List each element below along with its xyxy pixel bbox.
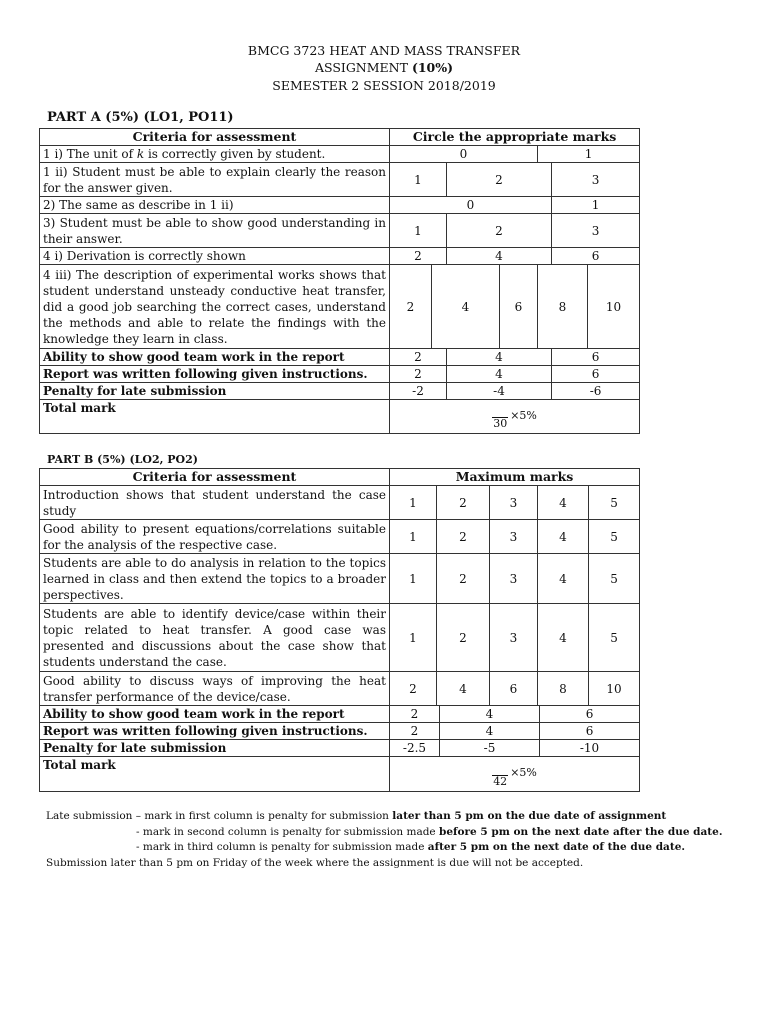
mark-cell[interactable]: 3 <box>490 486 538 520</box>
note-emphasis: before 5 pm on the next date after the due date. <box>438 825 723 838</box>
mark-cell[interactable]: 4 <box>538 604 589 672</box>
criteria-cell: 1 ii) Student must be able to explain clearly the reason for the answer given. <box>40 163 390 197</box>
note-text: - mark in third column is penalty for submission made <box>136 841 428 853</box>
mark-cell[interactable]: 5 <box>589 554 640 604</box>
assignment-label: ASSIGNMENT <box>314 60 408 75</box>
part-a-marks-header: Circle the appropriate marks <box>390 129 640 146</box>
total-denominator: 30 <box>493 417 508 430</box>
mark-cell[interactable]: 6 <box>540 706 640 723</box>
mark-cell[interactable]: 2 <box>390 706 440 723</box>
mark-cell[interactable]: 2 <box>437 604 490 672</box>
mark-cell[interactable]: 6 <box>500 265 538 349</box>
criteria-cell: Penalty for late submission <box>40 740 390 757</box>
mark-cell[interactable]: 3 <box>490 554 538 604</box>
table-row <box>40 366 640 383</box>
table-row <box>40 757 640 792</box>
mark-cell[interactable]: 0 <box>390 197 552 214</box>
mark-cell[interactable]: 5 <box>589 486 640 520</box>
mark-cell[interactable]: 10 <box>589 672 640 706</box>
criteria-cell: Students are able to identify device/case within their topic related to heat transfer. A good case was presented and discussions about the case show that students understand the case. <box>40 604 390 672</box>
part-a-title: PART A (5%) (LO1, PO11) <box>47 110 234 125</box>
part-b-title: PART B (5%) (LO2, PO2) <box>47 453 198 466</box>
mark-cell[interactable]: 2 <box>390 366 447 383</box>
mark-cell[interactable]: -4 <box>447 383 552 400</box>
mark-cell[interactable]: 1 <box>552 197 640 214</box>
criteria-cell: Report was written following given instructions. <box>40 723 390 740</box>
mark-cell[interactable]: 4 <box>437 672 490 706</box>
note-text: - mark in second column is penalty for submission made <box>136 825 439 838</box>
mark-cell[interactable]: 2 <box>437 486 490 520</box>
mark-cell[interactable]: 2 <box>390 349 447 366</box>
mark-cell[interactable]: -6 <box>552 383 640 400</box>
mark-cell[interactable]: 3 <box>552 214 640 248</box>
mark-cell[interactable]: 4 <box>538 520 589 554</box>
mark-cell[interactable]: 2 <box>390 265 432 349</box>
total-mark-cell <box>390 400 640 434</box>
mark-cell[interactable]: 2 <box>437 520 490 554</box>
note-line-2 <box>46 825 746 841</box>
criteria-cell: Introduction shows that student understand the case study <box>40 486 390 520</box>
criteria-cell: Penalty for late submission <box>40 383 390 400</box>
mark-cell[interactable]: 2 <box>437 554 490 604</box>
criteria-cell: 1 i) The unit of k is correctly given by student. <box>40 146 390 163</box>
mark-cell[interactable]: 4 <box>440 706 540 723</box>
note-line-4: Submission later than 5 pm on Friday of the week where the assignment is due will not be accepted. <box>46 856 584 869</box>
mark-cell[interactable]: 8 <box>538 265 588 349</box>
mark-cell[interactable]: 4 <box>432 265 500 349</box>
mark-cell[interactable]: 2 <box>447 163 552 197</box>
mark-cell[interactable]: 1 <box>390 554 437 604</box>
mark-cell[interactable]: 4 <box>538 486 589 520</box>
criteria-cell: 4 i) Derivation is correctly shown <box>40 248 390 265</box>
mark-cell[interactable]: 4 <box>447 248 552 265</box>
table-row <box>40 197 640 214</box>
criteria-cell: Good ability to present equations/correlations suitable for the analysis of the respective case. <box>40 520 390 554</box>
table-row <box>40 740 640 757</box>
table-row <box>40 265 640 349</box>
criteria-cell: Ability to show good team work in the report <box>40 706 390 723</box>
total-weight: ×5% <box>510 766 537 779</box>
mark-cell[interactable]: 4 <box>440 723 540 740</box>
note-text: Late submission – mark in first column is penalty for submission <box>46 810 393 822</box>
mark-cell[interactable]: -2.5 <box>390 740 440 757</box>
total-weight: ×5% <box>510 408 537 422</box>
part-a-criteria-header: Criteria for assessment <box>40 129 390 146</box>
semester-title: SEMESTER 2 SESSION 2018/2019 <box>272 78 496 93</box>
assignment-weight: (10%) <box>411 60 454 75</box>
part-b-marks-header: Maximum marks <box>390 469 640 486</box>
mark-cell[interactable]: 0 <box>390 146 538 163</box>
mark-cell[interactable]: 6 <box>552 366 640 383</box>
table-row <box>40 706 640 723</box>
total-mark-label: Total mark <box>40 757 390 792</box>
mark-cell[interactable]: 6 <box>490 672 538 706</box>
criteria-cell: Students are able to do analysis in relation to the topics learned in class and then extend the topics to a broader perspectives. <box>40 554 390 604</box>
total-denominator: 42 <box>493 774 508 788</box>
mark-cell[interactable]: 1 <box>390 520 437 554</box>
table-row <box>40 604 640 672</box>
mark-cell[interactable]: 1 <box>538 146 640 163</box>
assignment-title <box>0 60 768 75</box>
mark-cell[interactable]: 6 <box>552 248 640 265</box>
mark-cell[interactable]: 4 <box>447 349 552 366</box>
course-title: BMCG 3723 HEAT AND MASS TRANSFER <box>247 43 521 58</box>
table-row <box>40 554 640 604</box>
total-mark-label: Total mark <box>40 400 390 434</box>
mark-cell[interactable]: -2 <box>390 383 447 400</box>
note-emphasis: after 5 pm on the next date of the due date. <box>427 841 686 853</box>
mark-cell[interactable]: 1 <box>390 486 437 520</box>
table-row <box>40 520 640 554</box>
table-row <box>40 248 640 265</box>
note-line-1 <box>46 809 746 825</box>
mark-cell[interactable]: 2 <box>390 672 437 706</box>
mark-cell[interactable]: 1 <box>390 214 447 248</box>
table-row <box>40 349 640 366</box>
table-row <box>40 146 640 163</box>
mark-cell[interactable]: 5 <box>589 520 640 554</box>
mark-cell[interactable]: -10 <box>540 740 640 757</box>
table-row <box>40 214 640 248</box>
late-submission-notes <box>46 809 746 871</box>
table-row <box>40 400 640 434</box>
mark-cell[interactable]: 6 <box>552 349 640 366</box>
table-row <box>40 486 640 520</box>
note-emphasis: later than 5 pm on the due date of assignment <box>392 810 667 822</box>
total-mark-cell <box>390 757 640 792</box>
mark-cell[interactable]: 2 <box>390 248 447 265</box>
part-b-criteria-header: Criteria for assessment <box>40 469 390 486</box>
criteria-cell: 4 iii) The description of experimental works shows that student understand unsteady conductive heat transfer, did a good job searching the correct cases, understand the methods and able to relate the findings with the knowledge they learn in class. <box>40 265 390 349</box>
mark-cell[interactable]: 5 <box>589 604 640 672</box>
criteria-cell: 3) Student must be able to show good understanding in their answer. <box>40 214 390 248</box>
mark-cell[interactable]: 1 <box>390 163 447 197</box>
note-line-3 <box>46 840 746 856</box>
mark-cell[interactable]: 1 <box>390 604 437 672</box>
criteria-cell: Ability to show good team work in the report <box>40 349 390 366</box>
criteria-cell: Good ability to discuss ways of improving the heat transfer performance of the device/case. <box>40 672 390 706</box>
mark-cell[interactable]: 8 <box>538 672 589 706</box>
mark-cell[interactable]: -5 <box>440 740 540 757</box>
mark-cell[interactable]: 3 <box>490 604 538 672</box>
mark-cell[interactable]: 2 <box>447 214 552 248</box>
table-row <box>40 723 640 740</box>
mark-cell[interactable]: 3 <box>490 520 538 554</box>
mark-cell[interactable]: 4 <box>538 554 589 604</box>
table-row <box>40 383 640 400</box>
mark-cell[interactable]: 10 <box>588 265 640 349</box>
criteria-cell: 2) The same as describe in 1 ii) <box>40 197 390 214</box>
mark-cell[interactable]: 4 <box>447 366 552 383</box>
part-b-table <box>39 468 640 792</box>
mark-cell[interactable]: 2 <box>390 723 440 740</box>
criteria-cell: Report was written following given instructions. <box>40 366 390 383</box>
table-row <box>40 672 640 706</box>
part-a-table <box>39 128 640 434</box>
mark-cell[interactable]: 6 <box>540 723 640 740</box>
table-row <box>40 163 640 197</box>
mark-cell[interactable]: 3 <box>552 163 640 197</box>
